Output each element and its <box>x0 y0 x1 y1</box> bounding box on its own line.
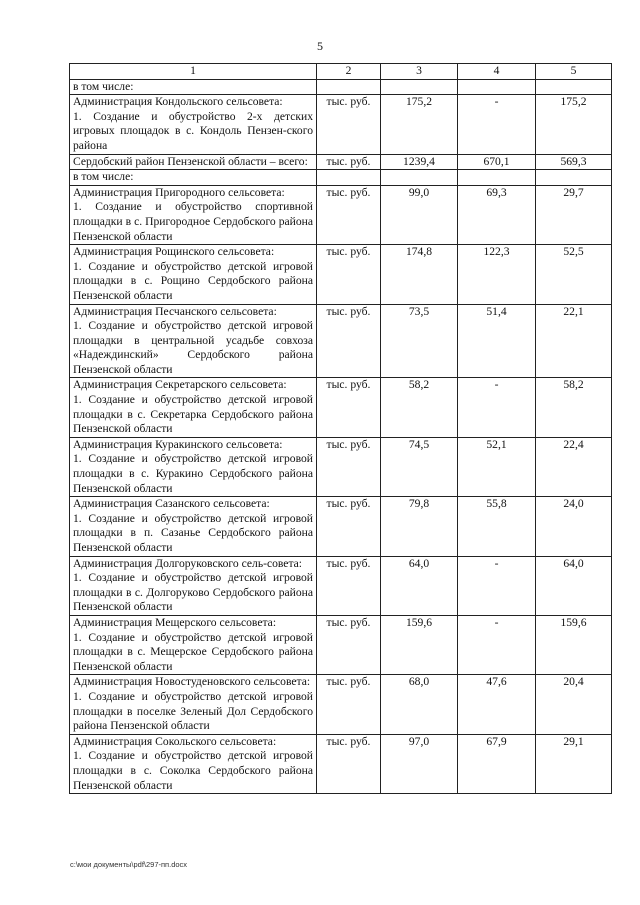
row-description <box>70 734 317 793</box>
row-description <box>70 437 317 496</box>
row-description <box>70 95 317 154</box>
row-federal: 122,3 <box>458 245 536 304</box>
row-regional <box>536 170 612 186</box>
row-title: в том числе: <box>73 79 134 93</box>
table-row <box>70 437 612 496</box>
row-title: Администрация Куракинского сельсовета: <box>73 437 283 451</box>
column-header-2: 2 <box>317 64 381 80</box>
row-description <box>70 185 317 244</box>
row-description <box>70 304 317 378</box>
row-detail: 1. Создание и обустройство детской игровой площадки в с. Соколка Сердобского района Пензенской области <box>73 749 313 792</box>
table-row <box>70 154 612 170</box>
row-regional: 52,5 <box>536 245 612 304</box>
column-header-3: 3 <box>381 64 458 80</box>
row-description <box>70 556 317 615</box>
row-description <box>70 79 317 95</box>
budget-table <box>69 63 612 794</box>
row-detail: 1. Создание и обустройство детской игровой площадки в с. Мещерское Сердобского района Пензенской области <box>73 630 313 673</box>
column-header-4: 4 <box>458 64 536 80</box>
row-title: Администрация Секретарского сельсовета: <box>73 378 287 392</box>
row-federal: - <box>458 95 536 154</box>
row-regional: 159,6 <box>536 615 612 674</box>
row-federal: 55,8 <box>458 497 536 556</box>
row-title: Администрация Песчанского сельсовета: <box>73 304 277 318</box>
row-detail: 1. Создание и обустройство детской игровой площадки в с. Куракино Сердобского района Пензенской области <box>73 452 313 495</box>
row-total: 97,0 <box>381 734 458 793</box>
row-title: Администрация Новостуденовского сельсовета: <box>73 675 311 689</box>
file-path-footer: c:\мои документы\pdf\297-пп.docx <box>70 860 188 869</box>
row-unit: тыс. руб. <box>317 378 381 437</box>
row-total: 74,5 <box>381 437 458 496</box>
row-federal: 47,6 <box>458 675 536 734</box>
row-total: 58,2 <box>381 378 458 437</box>
column-header-1: 1 <box>70 64 317 80</box>
row-total: 99,0 <box>381 185 458 244</box>
row-detail: 1. Создание и обустройство детской игровой площадки в с. Секретарка Сердобского района Пензенской области <box>73 393 313 436</box>
table-row <box>70 734 612 793</box>
table-row <box>70 95 612 154</box>
row-description <box>70 497 317 556</box>
row-unit <box>317 170 381 186</box>
row-description <box>70 378 317 437</box>
row-title: Администрация Долгоруковского сель-совета: <box>73 556 303 570</box>
table-body <box>70 64 612 794</box>
row-regional <box>536 79 612 95</box>
row-federal: 670,1 <box>458 154 536 170</box>
table-header-row <box>70 64 612 80</box>
row-total: 73,5 <box>381 304 458 378</box>
row-total <box>381 170 458 186</box>
row-regional: 29,1 <box>536 734 612 793</box>
row-federal: 51,4 <box>458 304 536 378</box>
row-description <box>70 154 317 170</box>
row-description <box>70 170 317 186</box>
row-unit: тыс. руб. <box>317 437 381 496</box>
row-unit: тыс. руб. <box>317 734 381 793</box>
row-regional: 175,2 <box>536 95 612 154</box>
row-regional: 58,2 <box>536 378 612 437</box>
row-regional: 20,4 <box>536 675 612 734</box>
row-federal: - <box>458 615 536 674</box>
page-number: 5 <box>317 39 323 53</box>
row-detail: 1. Создание и обустройство детской игровой площадки в поселке Зеленый Дол Сердобского района Пензенской области <box>73 689 313 733</box>
row-unit: тыс. руб. <box>317 556 381 615</box>
table-row <box>70 185 612 244</box>
row-federal: 69,3 <box>458 185 536 244</box>
table-row <box>70 245 612 304</box>
row-unit: тыс. руб. <box>317 245 381 304</box>
row-regional: 22,4 <box>536 437 612 496</box>
row-unit: тыс. руб. <box>317 615 381 674</box>
row-unit: тыс. руб. <box>317 497 381 556</box>
row-regional: 24,0 <box>536 497 612 556</box>
row-detail: 1. Создание и обустройство детской игровой площадки в центральной усадьбе совхоза «Надеждинский» Сердобского района Пензенской области <box>73 319 313 376</box>
row-detail: 1. Создание и обустройство 2-х детских игровых площадок в с. Кондоль Пензен-ского района <box>73 109 313 152</box>
row-title: Сердобский район Пензенской области – всего: <box>73 154 308 168</box>
row-description <box>70 615 317 674</box>
row-regional: 29,7 <box>536 185 612 244</box>
row-federal: - <box>458 378 536 437</box>
row-federal <box>458 79 536 95</box>
table-row <box>70 675 612 734</box>
row-title: Администрация Рощинского сельсовета: <box>73 245 275 259</box>
table-row <box>70 615 612 674</box>
row-detail: 1. Создание и обустройство спортивной площадки в с. Пригородное Сердобского района Пензенской области <box>73 200 313 243</box>
row-total: 68,0 <box>381 675 458 734</box>
row-title: Администрация Сазанского сельсовета: <box>73 497 270 511</box>
row-total: 174,8 <box>381 245 458 304</box>
table-row <box>70 556 612 615</box>
row-detail: 1. Создание и обустройство детской игровой площадки в с. Рощино Сердобского района Пензенской области <box>73 259 313 302</box>
table-row <box>70 378 612 437</box>
row-total: 64,0 <box>381 556 458 615</box>
row-unit: тыс. руб. <box>317 185 381 244</box>
table-row <box>70 170 612 186</box>
row-total: 1239,4 <box>381 154 458 170</box>
row-unit: тыс. руб. <box>317 675 381 734</box>
row-total: 79,8 <box>381 497 458 556</box>
row-federal: - <box>458 556 536 615</box>
row-description <box>70 245 317 304</box>
row-regional: 64,0 <box>536 556 612 615</box>
row-description <box>70 675 317 734</box>
row-title: Администрация Мещерского сельсовета: <box>73 615 277 629</box>
row-unit <box>317 79 381 95</box>
column-header-5: 5 <box>536 64 612 80</box>
row-unit: тыс. руб. <box>317 95 381 154</box>
row-regional: 22,1 <box>536 304 612 378</box>
row-regional: 569,3 <box>536 154 612 170</box>
row-title: в том числе: <box>73 170 134 184</box>
table-row <box>70 304 612 378</box>
table-row <box>70 79 612 95</box>
row-federal: 52,1 <box>458 437 536 496</box>
row-unit: тыс. руб. <box>317 154 381 170</box>
row-detail: 1. Создание и обустройство детской игровой площадки в с. Долгоруково Сердобского района Пензенской области <box>73 571 313 614</box>
row-unit: тыс. руб. <box>317 304 381 378</box>
row-title: Администрация Кондольского сельсовета: <box>73 95 283 109</box>
row-federal <box>458 170 536 186</box>
row-title: Администрация Сокольского сельсовета: <box>73 734 277 748</box>
row-total: 159,6 <box>381 615 458 674</box>
row-total: 175,2 <box>381 95 458 154</box>
row-title: Администрация Пригородного сельсовета: <box>73 185 285 199</box>
row-total <box>381 79 458 95</box>
row-federal: 67,9 <box>458 734 536 793</box>
table-row <box>70 497 612 556</box>
row-detail: 1. Создание и обустройство детской игровой площадки в п. Сазанье Сердобского района Пензенской области <box>73 511 313 554</box>
